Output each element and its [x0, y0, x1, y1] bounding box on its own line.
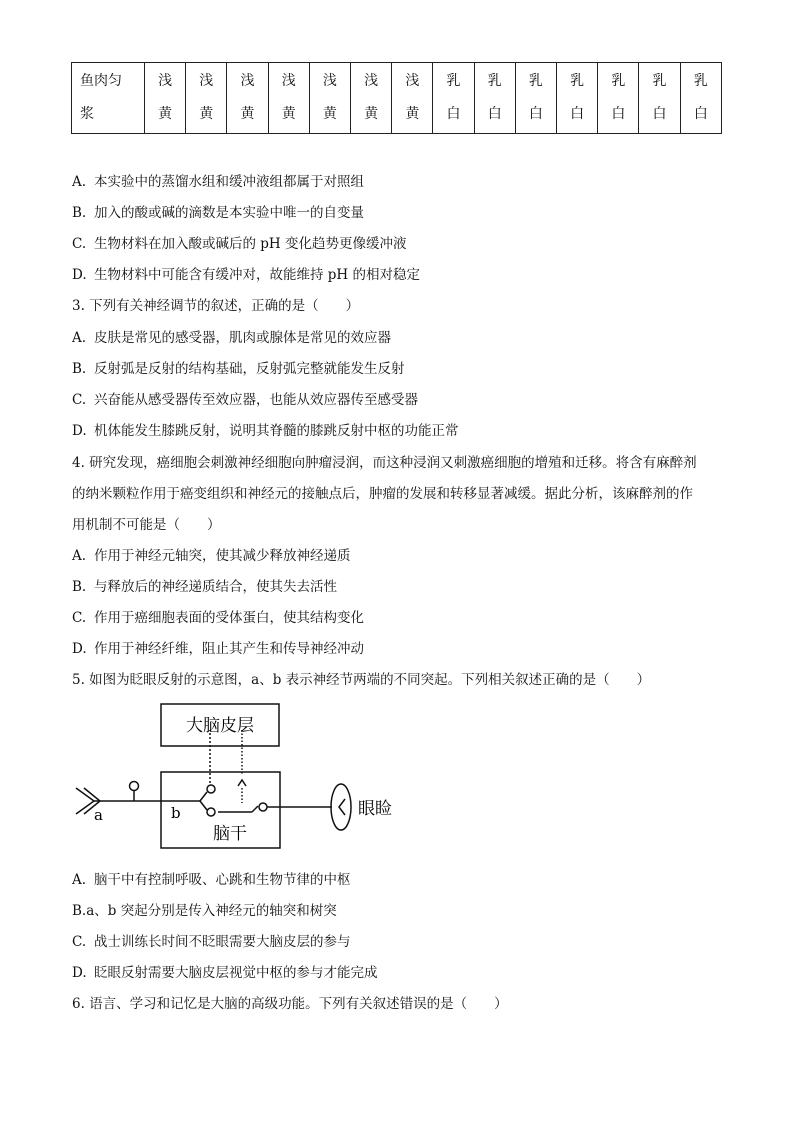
motor-neuron-soma: [259, 803, 267, 811]
table-cell: 乳 白: [639, 63, 680, 134]
ganglion-cell-body: [130, 782, 139, 791]
table-cell: 乳 白: [680, 63, 721, 134]
q4-stem-line: 用机制不可能是（ ）: [72, 517, 221, 533]
q2-option-d: D. 生物材料中可能含有缓冲对，故能维持 pH 的相对稳定: [72, 267, 420, 283]
q3-option-c: C. 兴奋能从感受器传至效应器，也能从效应器传至感受器: [72, 392, 418, 408]
q3-option-b: B. 反射弧是反射的结构基础，反射弧完整就能发生反射: [72, 361, 405, 377]
eye-icon: [331, 784, 351, 830]
table-cell: 浅 黄: [351, 63, 392, 134]
q5-option-d: D. 眨眼反射需要大脑皮层视觉中枢的参与才能完成: [72, 965, 378, 981]
q4-stem-line: 4. 研究发现，癌细胞会刺激神经细胞向肿瘤浸润，而这种浸润又刺激癌细胞的增殖和迁移。将含有麻醉剂: [72, 455, 697, 471]
q2-option-b: B. 加入的酸或碱的滴数是本实验中唯一的自变量: [72, 205, 364, 221]
q2-option-a: A. 本实验中的蒸馏水组和缓冲液组都属于对照组: [72, 174, 364, 190]
q5-stem: 5. 如图为眨眼反射的示意图，a、b 表示神经节两端的不同突起。下列相关叙述正确的是（ ）: [72, 672, 651, 688]
q5-option-a: A. 脑干中有控制呼吸、心跳和生物节律的中枢: [72, 872, 351, 888]
table-row: [72, 63, 722, 134]
q5-option-b: B.a、b 突起分别是传入神经元的轴突和树突: [72, 903, 337, 919]
q4-stem-line: 的纳米颗粒作用于癌变组织和神经元的接触点后，肿瘤的发展和转移显著减缓。据此分析，该麻醉剂的作: [72, 486, 693, 502]
table-cell: 浅 黄: [145, 63, 186, 134]
blink-reflex-diagram: [70, 700, 400, 850]
q4-option-d: D. 作用于神经纤维，阻止其产生和传导神经冲动: [72, 641, 364, 657]
q2-option-c: C. 生物材料在加入酸或碱后的 pH 变化趋势更像缓冲液: [72, 236, 407, 252]
table-cell: 乳 白: [515, 63, 556, 134]
table-cell: 乳 白: [433, 63, 474, 134]
q3-option-d: D. 机体能发生膝跳反射，说明其脊髓的膝跳反射中枢的功能正常: [72, 423, 459, 439]
synapse-terminal: [207, 785, 215, 793]
table-cell: 乳 白: [557, 63, 598, 134]
q3-option-a: A. 皮肤是常见的感受器，肌肉或腺体是常见的效应器: [72, 330, 391, 346]
table-cell: 乳 白: [474, 63, 515, 134]
table-cell: 浅 黄: [309, 63, 350, 134]
brainstem-label: 脑干: [213, 824, 247, 844]
q4-option-a: A. 作用于神经元轴突，使其减少释放神经递质: [72, 548, 351, 564]
table-cell: 乳 白: [598, 63, 639, 134]
table-cell: 浅 黄: [186, 63, 227, 134]
result-table: [71, 62, 722, 134]
synapse-terminal: [207, 808, 215, 816]
receptor-ending: [76, 788, 94, 814]
eyelid-label: 眼睑: [358, 799, 392, 819]
q3-stem: 3. 下列有关神经调节的叙述，正确的是（ ）: [72, 298, 360, 314]
q4-option-c: C. 作用于癌细胞表面的受体蛋白，使其结构变化: [72, 610, 364, 626]
table-cell: 浅 黄: [227, 63, 268, 134]
q4-option-b: B. 与释放后的神经递质结合，使其失去活性: [72, 579, 337, 595]
table-cell: 浅 黄: [268, 63, 309, 134]
label-a: a: [94, 806, 103, 824]
label-b: b: [171, 804, 181, 822]
q5-option-c: C. 战士训练长时间不眨眼需要大脑皮层的参与: [72, 934, 351, 950]
cortex-label: 大脑皮层: [186, 716, 254, 736]
q6-stem: 6. 语言、学习和记忆是大脑的高级功能。下列有关叙述错误的是（ ）: [72, 996, 508, 1012]
table-cell: 浅 黄: [392, 63, 433, 134]
row-label: 鱼肉匀 浆: [72, 63, 145, 134]
